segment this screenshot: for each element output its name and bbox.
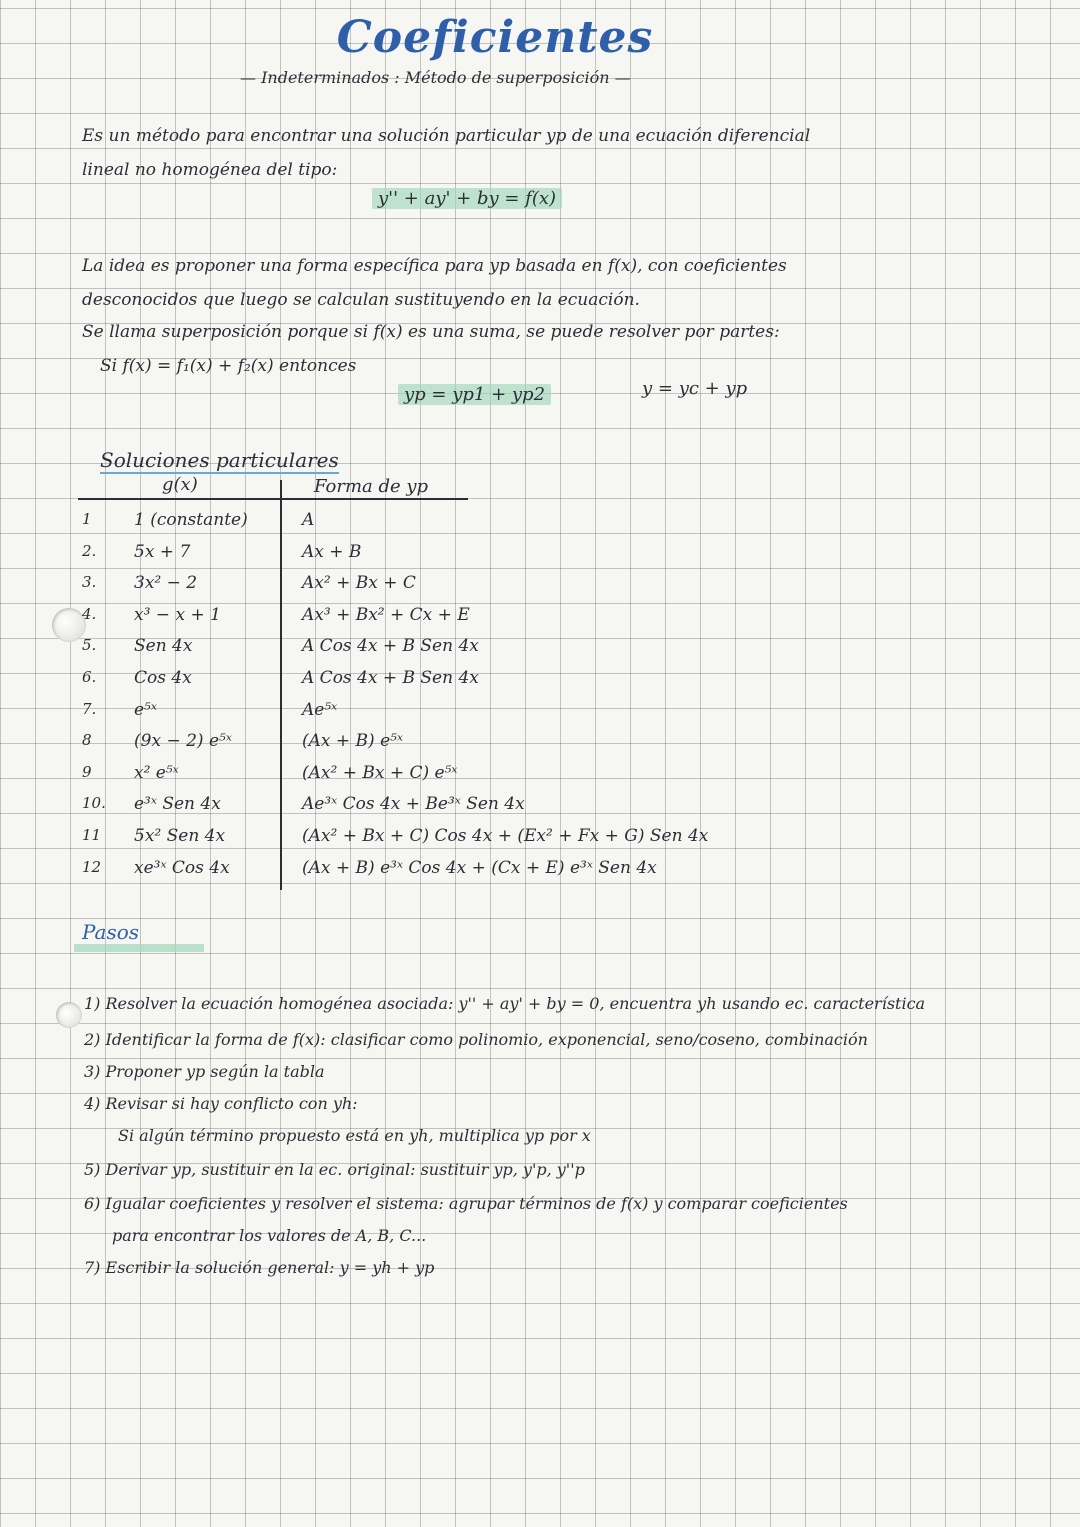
table-row — [82, 763, 782, 789]
table-row — [82, 605, 782, 631]
table-row — [82, 573, 782, 599]
row-yp: Ax + B — [302, 541, 362, 562]
row-yp: (Ax + B) e⁵ˣ — [302, 731, 403, 752]
column-header-gx: g(x) — [162, 474, 198, 495]
table-row — [82, 510, 782, 536]
row-number: 12 — [82, 857, 102, 876]
row-yp: Ax² + Bx + C — [302, 573, 416, 594]
step-7: 7) Escribir la solución general: y = yh + yp — [84, 1258, 435, 1277]
table-row — [82, 794, 782, 820]
row-gx: (9x − 2) e⁵ˣ — [134, 731, 232, 752]
intro-line-1: Es un método para encontrar una solución particular yp de una ecuación diferencial — [82, 126, 811, 146]
row-number: 7. — [82, 699, 97, 718]
steps-title: Pasos — [82, 920, 140, 944]
row-gx: 1 (constante) — [134, 510, 248, 530]
row-number: 2. — [82, 541, 97, 560]
table-row — [82, 668, 782, 694]
page-subtitle: — Indeterminados : Método de superposición — — [240, 68, 631, 87]
row-yp: (Ax + B) e³ˣ Cos 4x + (Cx + E) e³ˣ Sen 4x — [302, 857, 657, 878]
table-row — [82, 826, 782, 852]
binder-hole-bottom — [56, 1002, 82, 1028]
row-gx: Cos 4x — [134, 668, 192, 688]
table-header-divider — [78, 498, 468, 500]
row-gx: 5x + 7 — [134, 541, 191, 562]
row-number: 6. — [82, 668, 97, 686]
row-number: 4. — [82, 604, 97, 623]
intro-line-2: lineal no homogénea del tipo: — [82, 160, 338, 180]
row-yp: A Cos 4x + B Sen 4x — [302, 668, 479, 688]
row-number: 10. — [82, 794, 106, 813]
row-yp: A — [302, 510, 315, 530]
equation-yp — [398, 384, 551, 405]
table-row — [82, 542, 782, 568]
row-gx: e³ˣ Sen 4x — [134, 794, 221, 815]
row-number: 1 — [82, 510, 92, 528]
row-gx: 3x² − 2 — [134, 573, 198, 594]
equation-y: y = yc + yp — [642, 378, 748, 399]
row-gx: e⁵ˣ — [134, 699, 157, 720]
step-1: 1) Resolver la ecuación homogénea asociada: y'' + ay' + by = 0, encuentra yh usando ec. característica — [84, 994, 926, 1013]
idea-line-3: Se llama superposición porque si f(x) es una suma, se puede resolver por partes: — [82, 322, 780, 342]
equation-yp-text: yp = yp1 + yp2 — [398, 384, 551, 405]
table-title: Soluciones particulares — [100, 448, 339, 472]
idea-line-1: La idea es proponer una forma específica para yp basada en f(x), con coeficientes — [82, 256, 787, 276]
idea-line-4: Si f(x) = f₁(x) + f₂(x) entonces — [100, 356, 357, 376]
step-6-detail: para encontrar los valores de A, B, C... — [112, 1226, 427, 1245]
row-number: 11 — [82, 826, 102, 844]
page-title: Coeficientes — [336, 12, 654, 63]
row-gx: 5x² Sen 4x — [134, 826, 226, 846]
row-yp: A Cos 4x + B Sen 4x — [302, 636, 479, 657]
row-yp: (Ax² + Bx + C) e⁵ˣ — [302, 762, 458, 783]
row-number: 3. — [82, 573, 97, 592]
idea-line-2: desconocidos que luego se calculan sustituyendo en la ecuación. — [82, 290, 640, 310]
table-row — [82, 731, 782, 757]
step-3: 3) Proponer yp según la tabla — [84, 1062, 325, 1081]
row-yp: Ax³ + Bx² + Cx + E — [302, 604, 470, 625]
table-row — [82, 636, 782, 662]
step-2: 2) Identificar la forma de f(x): clasificar como polinomio, exponencial, seno/coseno, combinación — [84, 1030, 868, 1049]
main-equation-text: y'' + ay' + by = f(x) — [372, 188, 562, 209]
row-number: 8 — [82, 731, 92, 750]
step-5: 5) Derivar yp, sustituir en la ec. original: sustituir yp, y'p, y''p — [84, 1160, 585, 1179]
row-yp: Ae³ˣ Cos 4x + Be³ˣ Sen 4x — [302, 794, 525, 815]
row-number: 9 — [82, 762, 92, 781]
step-4-detail: Si algún término propuesto está en yh, multiplica yp por x — [118, 1126, 591, 1145]
row-number: 5. — [82, 636, 97, 655]
row-gx: x² e⁵ˣ — [134, 762, 179, 783]
row-yp: Ae⁵ˣ — [302, 699, 338, 720]
row-gx: x³ − x + 1 — [134, 604, 221, 625]
column-header-yp: Forma de yp — [314, 476, 429, 497]
step-6: 6) Igualar coeficientes y resolver el sistema: agrupar términos de f(x) y comparar coeficientes — [84, 1194, 848, 1213]
table-row — [82, 858, 782, 884]
row-gx: xe³ˣ Cos 4x — [134, 857, 230, 878]
binder-hole-top — [52, 608, 86, 642]
step-4: 4) Revisar si hay conflicto con yh: — [84, 1094, 358, 1113]
table-row — [82, 700, 782, 726]
row-gx: Sen 4x — [134, 636, 193, 657]
steps-title-highlight — [74, 944, 204, 952]
main-equation — [372, 188, 562, 209]
row-yp: (Ax² + Bx + C) Cos 4x + (Ex² + Fx + G) Sen 4x — [302, 826, 709, 846]
